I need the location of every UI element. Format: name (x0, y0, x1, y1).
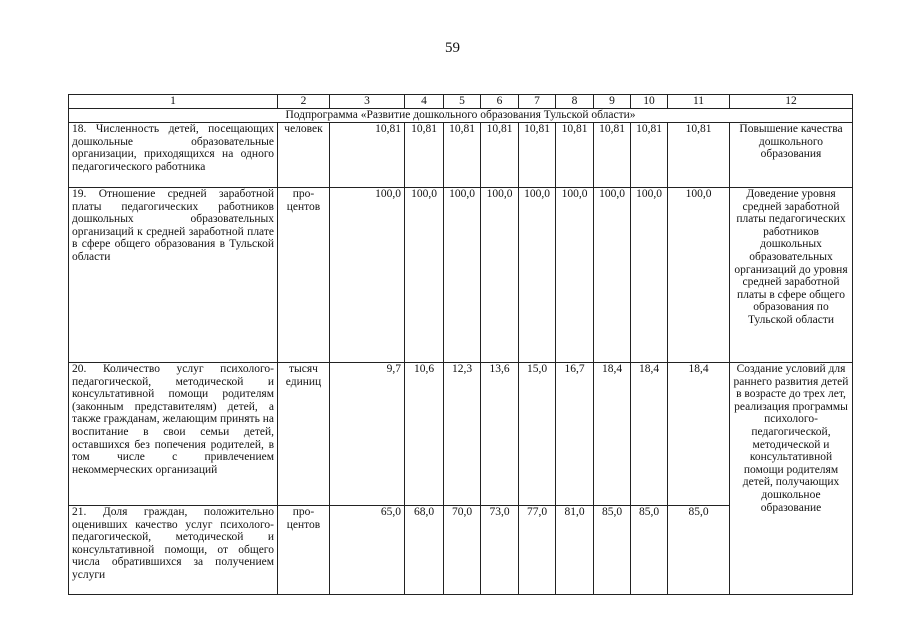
value-cell: 100,0 (631, 188, 668, 363)
value-cell: 70,0 (444, 506, 481, 595)
value-cell: 10,81 (556, 123, 594, 188)
table-row (69, 123, 853, 188)
value-cell: 81,0 (556, 506, 594, 595)
row-number: 20. (72, 363, 87, 375)
column-header: 9 (594, 95, 631, 109)
column-header: 12 (730, 95, 853, 109)
indicator-text: Отношение средней заработной платы педагогических работников дошкольных образовательных организаций к средней заработной плате в сфере общего образования в Тульской области (72, 188, 275, 263)
column-header: 6 (481, 95, 519, 109)
value-cell: 9,7 (330, 363, 405, 506)
row-number: 21. (72, 506, 87, 518)
unit-cell: человек (278, 123, 330, 188)
value-cell: 10,81 (519, 123, 556, 188)
value-cell: 85,0 (668, 506, 730, 595)
indicator-cell (69, 123, 278, 188)
column-header: 2 (278, 95, 330, 109)
column-header: 10 (631, 95, 668, 109)
value-cell: 100,0 (330, 188, 405, 363)
indicator-text: Доля граждан, положительно оценивших качество услуг психолого-педагогической, методической и консультативной помощи, от общего числа обратившихся за получением услуги (72, 506, 275, 581)
value-cell: 85,0 (594, 506, 631, 595)
row-number: 19. (72, 188, 87, 200)
indicator-cell (69, 188, 278, 363)
value-cell: 10,81 (405, 123, 444, 188)
value-cell: 100,0 (556, 188, 594, 363)
value-cell: 10,81 (631, 123, 668, 188)
unit-cell: про-центов (278, 188, 330, 363)
subprogram-row (69, 109, 853, 123)
value-cell: 10,81 (594, 123, 631, 188)
value-cell: 73,0 (481, 506, 519, 595)
page-number: 59 (445, 40, 460, 56)
value-cell: 65,0 (330, 506, 405, 595)
value-cell: 100,0 (594, 188, 631, 363)
column-header: 8 (556, 95, 594, 109)
goal-cell: Создание условий для раннего развития детей в возрасте до трех лет, реализация программы психолого-педагогической, методической и консультативной помощи родителям детей, получающих дошкольное образование (730, 363, 853, 595)
column-header: 4 (405, 95, 444, 109)
value-cell: 100,0 (405, 188, 444, 363)
indicator-text: Численность детей, посещающих дошкольные образовательные организации, приходящихся на одного педагогического работника (72, 123, 274, 173)
column-header: 3 (330, 95, 405, 109)
value-cell: 12,3 (444, 363, 481, 506)
indicators-table (68, 94, 853, 595)
table-row (69, 188, 853, 363)
value-cell: 16,7 (556, 363, 594, 506)
value-cell: 18,4 (668, 363, 730, 506)
column-header: 11 (668, 95, 730, 109)
value-cell: 68,0 (405, 506, 444, 595)
value-cell: 15,0 (519, 363, 556, 506)
unit-cell: тысяч единиц (278, 363, 330, 506)
goal-cell: Повышение качества дошкольного образования (730, 123, 853, 188)
value-cell: 10,81 (330, 123, 405, 188)
value-cell: 10,81 (481, 123, 519, 188)
value-cell: 100,0 (444, 188, 481, 363)
column-header: 1 (69, 95, 278, 109)
value-cell: 18,4 (631, 363, 668, 506)
value-cell: 100,0 (668, 188, 730, 363)
value-cell: 10,6 (405, 363, 444, 506)
indicator-cell (69, 363, 278, 506)
value-cell: 10,81 (668, 123, 730, 188)
table-row (69, 363, 853, 506)
value-cell: 85,0 (631, 506, 668, 595)
row-number: 18. (72, 123, 87, 135)
indicator-cell (69, 506, 278, 595)
value-cell: 77,0 (519, 506, 556, 595)
unit-cell: про-центов (278, 506, 330, 595)
value-cell: 100,0 (481, 188, 519, 363)
column-header: 7 (519, 95, 556, 109)
goal-cell: Доведение уровня средней заработной платы педагогических работников дошкольных образовательных организаций до уровня средней заработной платы в сфере общего образования по Тульской области (730, 188, 853, 363)
column-number-row (69, 95, 853, 109)
value-cell: 10,81 (444, 123, 481, 188)
column-header: 5 (444, 95, 481, 109)
value-cell: 18,4 (594, 363, 631, 506)
indicator-text: Количество услуг психолого-педагогической, методической и консультативной помощи родителям (законным представителям) детей, а также гражданам, желающим принять на воспитание в свои семьи детей, оставшихся без попечения родителей, в том числе с привлечением некоммерческих организаций (72, 363, 274, 476)
value-cell: 100,0 (519, 188, 556, 363)
subprogram-title: Подпрограмма «Развитие дошкольного образования Тульской области» (69, 109, 853, 123)
value-cell: 13,6 (481, 363, 519, 506)
